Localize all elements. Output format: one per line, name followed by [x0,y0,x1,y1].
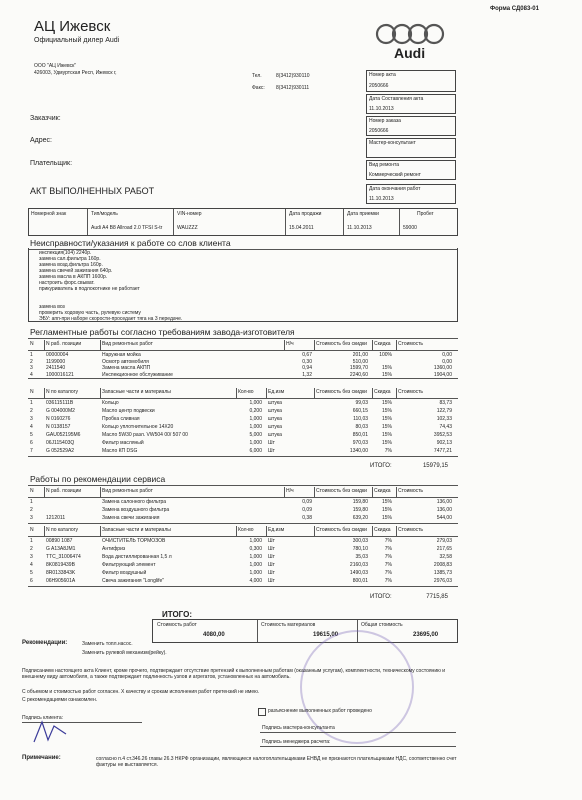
order-number-box [366,116,456,136]
table-cell: G 004000M2 [46,408,75,414]
table-header-cell: Кол-во [238,389,254,395]
table-cell: 036115111B [46,400,74,406]
complaints-box [28,248,458,322]
works-table [28,340,458,390]
summary-header-works: Стоимость работ [157,622,197,628]
footer-para3: С рекомендациями ознакомлен. [22,697,98,703]
table-cell: Замена салонного фильтра [102,499,167,505]
table-cell: 1,32 [302,371,312,378]
master-signature-label: Подпись мастера-консультанта [262,725,335,731]
recommended-total-value: 7715,85 [426,594,448,600]
table-cell: 102,33 [436,416,452,422]
table-cell: 902,13 [436,440,452,446]
footer-para1: Подписанием настоящего акта Клиент, кроме прочего, подтверждает отсутствие претензий к выполненным работам (оказанным услугам), комплектности, техническому состоянию и внешнему виду автомобиля, а также подтверждает подлинность узлов и агрегатов, установленных на автомобиль. [22,668,446,680]
table-cell: 2240,60 [349,371,368,378]
table-cell: Фильтр воздушный [102,570,147,576]
act-number-value: 2050666 [369,83,389,89]
table-cell: штука [268,416,282,422]
table-cell: 7% [384,546,392,552]
table-cell: ОЧИСТИТЕЛЬ ТОРМОЗОВ [102,538,166,544]
table-cell: 1490,03 [349,570,368,576]
table-header-cell: N [30,488,34,494]
table-header-cell: Стоимость [398,341,424,347]
table-cell: Кольцо [102,400,119,406]
table-cell: Наружная мойка [102,352,141,358]
table-cell: 0,09 [302,499,312,505]
table-header-cell: N раб. позиции [46,341,82,347]
table-cell: 15% [381,424,392,430]
works-parts-table [28,388,458,460]
table-cell: 35,03 [355,554,368,560]
table-cell: 15% [381,416,392,422]
client-signature-label: Подпись клиента: [22,715,64,721]
table-cell: 122,79 [436,408,452,414]
complaint-line: проверить ходовую часть, рулевую систему [39,310,141,316]
table-cell: Замена масла АКПП [102,365,151,371]
table-cell: 6 [30,578,33,584]
table-cell: Фильтрующий элемент [102,562,156,568]
fax-label: Факс: [252,85,265,91]
table-cell: 8K0819439B [46,562,75,568]
table-cell: 7 [30,448,33,454]
table-cell: 1,000 [249,554,262,560]
table-cell: 7% [384,448,392,454]
table-cell: 7477,21 [433,448,452,454]
table-cell: 510,00 [352,358,368,365]
table-cell: Антифриз [102,546,126,552]
complaint-line: замена воз [39,304,65,310]
table-header-cell: Скидка [374,488,391,494]
manager-signature-label: Подпись менеджера расчета: [262,739,331,745]
table-cell: Пробка сливная [102,416,140,422]
table-cell: Вода дистиллированная 1,5 л [102,554,172,560]
table-cell: 5,000 [249,432,262,438]
table-cell: 15% [381,365,392,371]
table-cell: 850,01 [352,432,368,438]
table-cell: G A13A8JM1 [46,546,76,552]
table-cell: 1,000 [249,562,262,568]
table-header-cell: Стоимость без скидки [316,488,367,494]
note-label: Примечание: [22,755,61,761]
table-header-cell: N [30,527,34,533]
repair-type-box [366,160,456,180]
table-cell: 4,000 [249,578,262,584]
summary-header-materials: Стоимость материалов [261,622,316,628]
table-cell: 0,00 [442,352,452,358]
table-cell: 2 [30,408,33,414]
org-name: ООО "АЦ Ижевск" [34,63,77,69]
table-cell: Инспекционное обслуживание [102,371,173,378]
vehicle-header-sale-date: Дата продажи [289,211,322,217]
table-cell: 300,03 [352,538,368,544]
table-header-cell: Стоимость [398,527,424,533]
table-cell: 6 [30,440,33,446]
table-cell: 1 [30,352,33,358]
table-cell: штука [268,400,282,406]
table-cell: 15% [381,515,392,521]
table-header-cell: Стоимость без скидки [316,527,367,533]
form-code: Форма СД083-01 [490,6,539,12]
table-cell: 1599,70 [349,365,368,371]
table-cell: 32,58 [439,554,452,560]
table-cell: Шт [268,578,275,584]
repair-type-label: Вид ремонта [369,162,399,168]
table-cell: 970,03 [352,440,368,446]
payer-label: Плательщик: [30,160,73,167]
table-cell: 1000016121 [46,371,74,378]
vehicle-model: Audi A4 B8 Allroad 2.0 TFSI S-tr [91,225,163,231]
table-cell: 7% [384,578,392,584]
address-label: Адрес: [30,137,52,144]
table-cell: 5 [30,432,33,438]
table-cell: 15% [381,408,392,414]
table-cell: 2 [30,358,33,365]
table-cell: 0,00 [442,358,452,365]
footer-para2: С объемом и стоимостью работ согласен. Х качеству и срокам исполнения работ претензий не имею. [22,689,260,695]
works-total-value: 15979,15 [422,463,448,469]
table-cell: 15% [381,499,392,505]
table-cell: Шт [268,570,275,576]
table-header-cell: Вид ремонтных работ [102,341,153,347]
table-cell: Шт [268,538,275,544]
table-cell: G 052529A2 [46,448,75,454]
table-header-cell: N по каталогу [46,389,78,395]
act-title: АКТ ВЫПОЛНЕННЫХ РАБОТ [30,186,155,196]
table-cell: штука [268,408,282,414]
table-cell: 3 [30,554,33,560]
act-date-value: 11.10.2013 [369,106,394,112]
summary-header-total: Общая стоимость [361,622,403,628]
table-cell: 80,03 [355,424,368,430]
repair-type-value: Коммерческий ремонт [369,172,421,178]
table-cell: 99,03 [355,400,368,406]
table-cell: 1360,00 [433,365,452,371]
table-cell: 2 [30,546,33,552]
complaint-line: ЭБУ: апп-при наборе скорости-проседает тяга на 3 передаче. [39,316,183,322]
table-cell: 201,00 [352,352,368,358]
table-cell: N 0138157 [46,424,71,430]
client-signature-scribble [30,716,80,746]
table-header-cell: Стоимость без скидки [316,389,367,395]
vehicle-mileage: 59000 [403,225,417,231]
table-cell: 1,000 [249,424,262,430]
vehicle-sale-date: 15.04.2011 [289,225,314,231]
table-cell: 6,000 [249,448,262,454]
table-cell: 110,03 [353,416,368,422]
table-cell: 0,67 [302,352,312,358]
order-number-value: 2050666 [369,128,389,134]
table-cell: TTC_31006474 [46,554,81,560]
table-cell: 1,000 [249,416,262,422]
table-cell: Свеча зажигания "Longlife" [102,578,165,584]
recommendation-line: Заменить рулевой механизм(рейку). [82,650,167,656]
end-date-value: 11.10.2013 [369,196,394,202]
recommendations-label: Рекомендации: [22,640,68,646]
audi-logo [372,22,452,68]
table-cell: 2976,03 [433,578,452,584]
table-cell: 159,80 [352,499,368,505]
table-cell: 06H905601A [46,578,76,584]
table-cell: 2160,03 [349,562,368,568]
table-cell: 1,000 [249,538,262,544]
table-cell: 159,80 [352,507,368,513]
summary-works-value: 4080,00 [203,632,225,638]
table-cell: 00000004 [46,352,69,358]
table-header-cell: N раб. позиции [46,488,82,494]
company-name: АЦ Ижевск [34,18,111,35]
table-cell: 0,38 [302,515,312,521]
table-cell: 0,300 [249,546,262,552]
table-cell: 800,01 [352,578,368,584]
summary-total-value: 23695,00 [413,632,439,638]
table-cell: 15% [381,507,392,513]
table-cell: 0,30 [302,358,312,365]
table-header-cell: Н/ч [286,488,294,494]
table-cell: 1 [30,538,33,544]
table-cell: 2411540 [46,365,66,371]
recommended-table [28,487,458,527]
table-header-cell: Запасные части и материалы [102,389,171,395]
table-cell: Кольцо уплотнительное 14X20 [102,424,174,430]
complaint-line: замена сал.фильтра 160р. [39,256,101,262]
table-cell: 3952,53 [433,432,452,438]
table-cell: Осмотр автомобиля [102,358,149,365]
table-cell: 83,73 [439,400,452,406]
table-cell: Шт [268,440,275,446]
table-cell: Масло КП DSG [102,448,138,454]
table-cell: 136,00 [436,507,452,513]
customer-label: Заказчик: [30,115,61,122]
table-cell: 639,20 [352,515,368,521]
table-header-cell: Скидка [374,527,391,533]
act-date-box [366,94,456,114]
table-header-cell: Стоимость без скидки [316,341,367,347]
summary-table [152,619,458,643]
table-header-cell: Запасные части и материалы [102,527,171,533]
table-cell: Шт [268,448,275,454]
master-label: Мастер-консультант [369,140,416,146]
fax-value: 8(3412)930111 [276,85,310,91]
table-cell: 2 [30,507,33,513]
table-header-cell: Скидка [374,341,391,347]
vehicle-header-plate: Номерной знак [31,211,67,217]
table-cell: 7% [384,538,392,544]
act-number-label: Номер акта [369,72,396,78]
order-number-label: Номер заказа [369,118,401,124]
table-cell: 7% [384,570,392,576]
table-header-cell: Вид ремонтных работ [102,488,153,494]
table-cell: 0,09 [302,507,312,513]
summary-label: ИТОГО: [162,610,192,619]
table-cell: 0,200 [249,408,262,414]
vehicle-vin: WAUZZZ [177,225,198,231]
org-address: 426003, Удмуртская Респ, Ижевск г, [34,70,117,76]
tel-label: Тел. [252,73,262,79]
table-cell: Масло 5W30 разл. VW504 00/ 507 00 [102,432,188,438]
table-cell: 8R0133843K [46,570,76,576]
vehicle-table [28,208,458,236]
table-cell: N 0160276 [46,416,71,422]
table-cell: 06J115403Q [46,440,75,446]
explanation-checkbox[interactable] [258,708,266,716]
complaint-line: замена масла в АКПП 1600р. [39,274,108,280]
table-cell: Шт [268,562,275,568]
complaint-line: настроить форс.свыват. [39,280,95,286]
table-cell: 5 [30,570,33,576]
table-cell: Шт [268,554,275,560]
recommended-title: Работы по рекомендации сервиса [30,474,166,484]
table-cell: 1 [30,400,33,406]
table-cell: 1212011 [46,515,66,521]
table-cell: 15% [381,440,392,446]
note-text: согласно п.4 ст.346.26 главы 26.3 НКРФ организации, являющиеся налогоплательщиками ЕНВД не признаются плательщиками НДС, соответственно счет фактуры не выставляется. [96,756,457,768]
act-date-label: Дата Составления акта [369,96,424,102]
table-cell: 544,00 [436,515,452,521]
vehicle-header-vin: VIN-номер [177,211,202,217]
table-header-cell: N [30,389,34,395]
table-cell: Замена свечи зажигания [102,515,160,521]
table-cell: 1199000 [46,358,66,365]
table-header-cell: Кол-во [238,527,254,533]
table-cell: 3 [30,416,33,422]
table-cell: GAU052195M6 [46,432,81,438]
recommendation-line: Заменить топл.насос. [82,641,133,647]
complaint-line: прикуриватель в подлокотнике не работает [39,286,140,292]
table-cell: 0,94 [302,365,312,371]
master-box [366,138,456,158]
table-cell: 660,15 [352,408,368,414]
recommended-total-label: ИТОГО: [370,594,392,600]
table-header-cell: N по каталогу [46,527,78,533]
table-cell: 1904,00 [433,371,452,378]
act-number-box [366,70,456,92]
table-header-cell: Ед.изм [268,389,285,395]
table-cell: 3 [30,515,33,521]
table-header-cell: Стоимость [398,488,424,494]
table-cell: 74,43 [439,424,452,430]
table-cell: 15% [381,371,392,378]
tel-value: 8(3412)930110 [276,73,310,79]
table-cell: 100% [379,352,392,358]
complaint-line: замена возд.фильтра 160р. [39,262,103,268]
table-cell: 1340,00 [349,448,368,454]
summary-materials-value: 19615,00 [313,632,339,638]
table-cell: 15% [381,400,392,406]
table-header-cell: Н/ч [286,341,294,347]
table-cell: Масло центр подвески [102,408,155,414]
complaints-title: Неисправности/указания к работе со слов клиента [30,238,231,248]
table-cell: штука [268,424,282,430]
end-date-label: Дата окончания работ [369,186,421,192]
table-header-cell: N [30,341,34,347]
table-cell: Замена воздушного фильтра [102,507,170,513]
table-header-cell: Ед.изм [268,527,285,533]
vehicle-receipt-date: 11.10.2013 [347,225,372,231]
table-cell: 1 [30,499,33,505]
table-cell: штука [268,432,282,438]
table-cell: 3 [30,365,33,371]
table-cell: 217,65 [436,546,452,552]
table-cell: 00890 1087 [46,538,73,544]
table-cell: Шт [268,546,275,552]
table-cell: Фильтр масляный [102,440,144,446]
works-total-label: ИТОГО: [370,463,392,469]
complaint-line: инспекция(104) 2240р. [39,250,92,256]
table-cell: 4 [30,371,33,378]
table-cell: 780,10 [352,546,368,552]
table-cell: 1,000 [249,440,262,446]
end-date-box [366,184,456,204]
complaint-line: замена свечей зажигания 640р. [39,268,113,274]
table-cell: 1,000 [249,400,262,406]
vehicle-header-model: Тип/модель [91,211,118,217]
company-subtitle: Официальный дилер Audi [34,37,120,44]
table-header-cell: Скидка [374,389,391,395]
audi-logo-text: Audi [394,45,426,61]
table-cell: 15% [381,432,392,438]
table-cell: 7% [384,562,392,568]
table-cell: 2008,83 [433,562,452,568]
table-cell: 4 [30,424,33,430]
table-cell: 1,000 [249,570,262,576]
table-cell: 1385,73 [433,570,452,576]
vehicle-header-mileage: Пробег [417,211,434,217]
explanation-checkbox-label: разъяснение выполненных работ проведено [268,708,372,714]
recommended-parts-table [28,526,458,592]
table-cell: 7% [384,554,392,560]
table-cell: 4 [30,562,33,568]
table-header-cell: Стоимость [398,389,424,395]
works-title: Регламентные работы согласно требованиям завода-изготовителя [30,327,295,337]
table-cell: 279,03 [436,538,452,544]
vehicle-header-receipt-date: Дата приемки [347,211,379,217]
table-cell: 136,00 [436,499,452,505]
